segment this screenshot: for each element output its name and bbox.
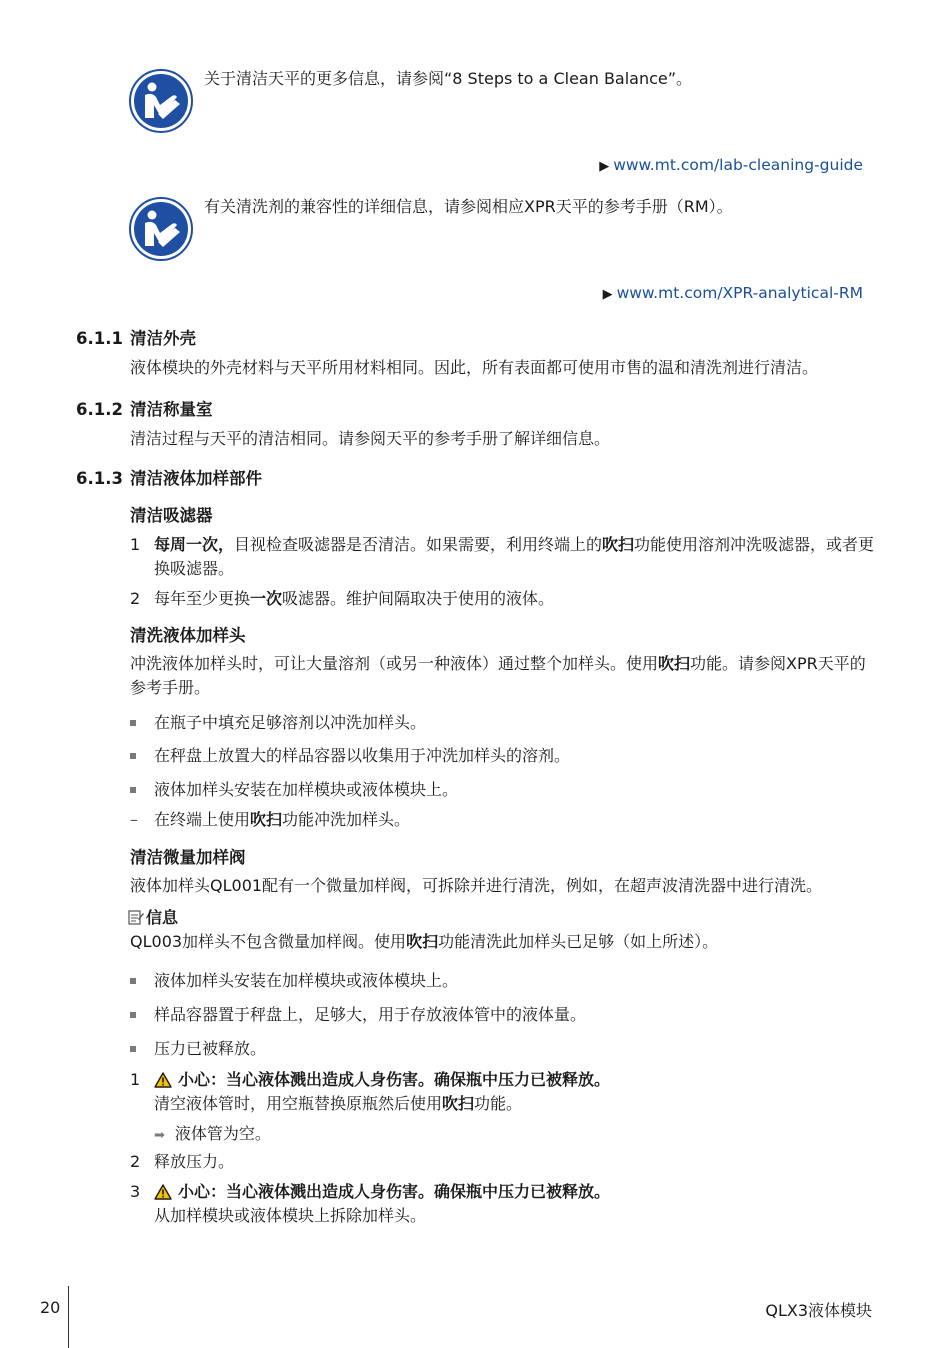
section-heading-6-1-1: 6.1.1 清洁外壳	[76, 329, 196, 348]
bullet-icon	[130, 1046, 136, 1052]
info-note-icon	[128, 909, 144, 925]
bullet-icon	[130, 720, 136, 726]
ref-text-detergent: 有关清洗剂的兼容性的详细信息，请参阅相应XPR天平的参考手册（RM）。	[204, 197, 733, 216]
list-item: 液体加样头安装在加样模块或液体模块上。	[130, 969, 875, 993]
result-arrow-icon: ➡	[154, 1128, 165, 1143]
page-number: 20	[40, 1298, 61, 1317]
link-xpr-analytical-rm[interactable]	[603, 284, 863, 302]
section-body-6-1-2: 清洁过程与天平的清洁相同。请参阅天平的参考手册了解详细信息。	[130, 429, 611, 448]
footer-title: QLX3液体模块	[765, 1301, 872, 1320]
list-item: 在秤盘上放置大的样品容器以收集用于冲洗加样头的溶剂。	[130, 744, 875, 768]
link-lab-cleaning-guide[interactable]	[599, 156, 863, 174]
footer-divider	[68, 1286, 69, 1348]
bullet-icon	[130, 1012, 136, 1018]
info-heading: 信息	[128, 905, 178, 928]
bullet-icon	[130, 978, 136, 984]
step-item: 3 小心：当心液体溅出造成人身伤害。确保瓶中压力已被释放。 从加样模块或液体模块上拆除加样头。	[130, 1182, 611, 1225]
warning-icon	[154, 1184, 172, 1200]
ref-text-cleaning: 关于清洁天平的更多信息，请参阅“8 Steps to a Clean Balance”。	[204, 69, 693, 88]
read-manual-icon	[128, 68, 194, 134]
info-body: QL003加样头不包含微量加样阀。使用吹扫功能清洗此加样头已足够（如上所述）。	[130, 932, 719, 951]
step-item: 2 每年至少更换一次吸滤器。维护间隔取决于使用的液体。	[130, 589, 555, 608]
link-text[interactable]: www.mt.com/lab-cleaning-guide	[613, 156, 863, 174]
list-item: 液体加样头安装在加样模块或液体模块上。	[130, 778, 875, 802]
dash-marker: –	[130, 810, 138, 829]
section-heading-6-1-3: 6.1.3 清洁液体加样部件	[76, 469, 262, 488]
step-item: 1 小心：当心液体溅出造成人身伤害。确保瓶中压力已被释放。 清空液体管时，用空瓶替换原瓶然后使用吹扫功能。	[130, 1070, 611, 1113]
bullet-icon	[130, 753, 136, 759]
list-item: 在瓶子中填充足够溶剂以冲洗加样头。	[130, 711, 875, 735]
step-item: 2 释放压力。	[130, 1152, 235, 1171]
link-text[interactable]: www.mt.com/XPR-analytical-RM	[616, 284, 863, 302]
warning-text: 小心：当心液体溅出造成人身伤害。确保瓶中压力已被释放。	[178, 1070, 611, 1089]
result-item: ➡ 液体管为空。	[154, 1124, 271, 1143]
subheading-clean-filter: 清洁吸滤器	[130, 506, 213, 525]
flush-intro: 冲洗液体加样头时，可让大量溶剂（或另一种液体）通过整个加样头。使用吹扫功能。请参阅XPR天平的参考手册。	[130, 654, 866, 697]
section-body-6-1-1: 液体模块的外壳材料与天平所用材料相同。因此，所有表面都可使用市售的温和清洗剂进行清洁。	[130, 358, 819, 377]
bullet-icon	[130, 787, 136, 793]
warning-text: 小心：当心液体溅出造成人身伤害。确保瓶中压力已被释放。	[178, 1182, 611, 1201]
step-item: 1 每周一次，目视检查吸滤器是否清洁。如果需要，利用终端上的吹扫功能使用溶剂冲洗吸滤器，或者更换吸滤器。	[130, 535, 875, 578]
subheading-clean-micro-valve: 清洁微量加样阀	[130, 848, 246, 867]
list-item: 样品容器置于秤盘上，足够大，用于存放液体管中的液体量。	[130, 1003, 875, 1027]
read-manual-icon	[128, 196, 194, 262]
list-item: 压力已被释放。	[130, 1037, 875, 1061]
warning-icon	[154, 1072, 172, 1088]
section-heading-6-1-2: 6.1.2 清洁称量室	[76, 400, 213, 419]
valve-intro: 液体加样头QL001配有一个微量加样阀，可拆除并进行清洗，例如，在超声波清洗器中进行清洗。	[130, 876, 823, 895]
arrow-right-icon: ▶	[602, 287, 613, 302]
single-step-item: – 在终端上使用吹扫功能冲洗加样头。	[130, 808, 875, 832]
subheading-flush-dispensing-head: 清洗液体加样头	[130, 626, 246, 645]
arrow-right-icon: ▶	[599, 159, 610, 174]
